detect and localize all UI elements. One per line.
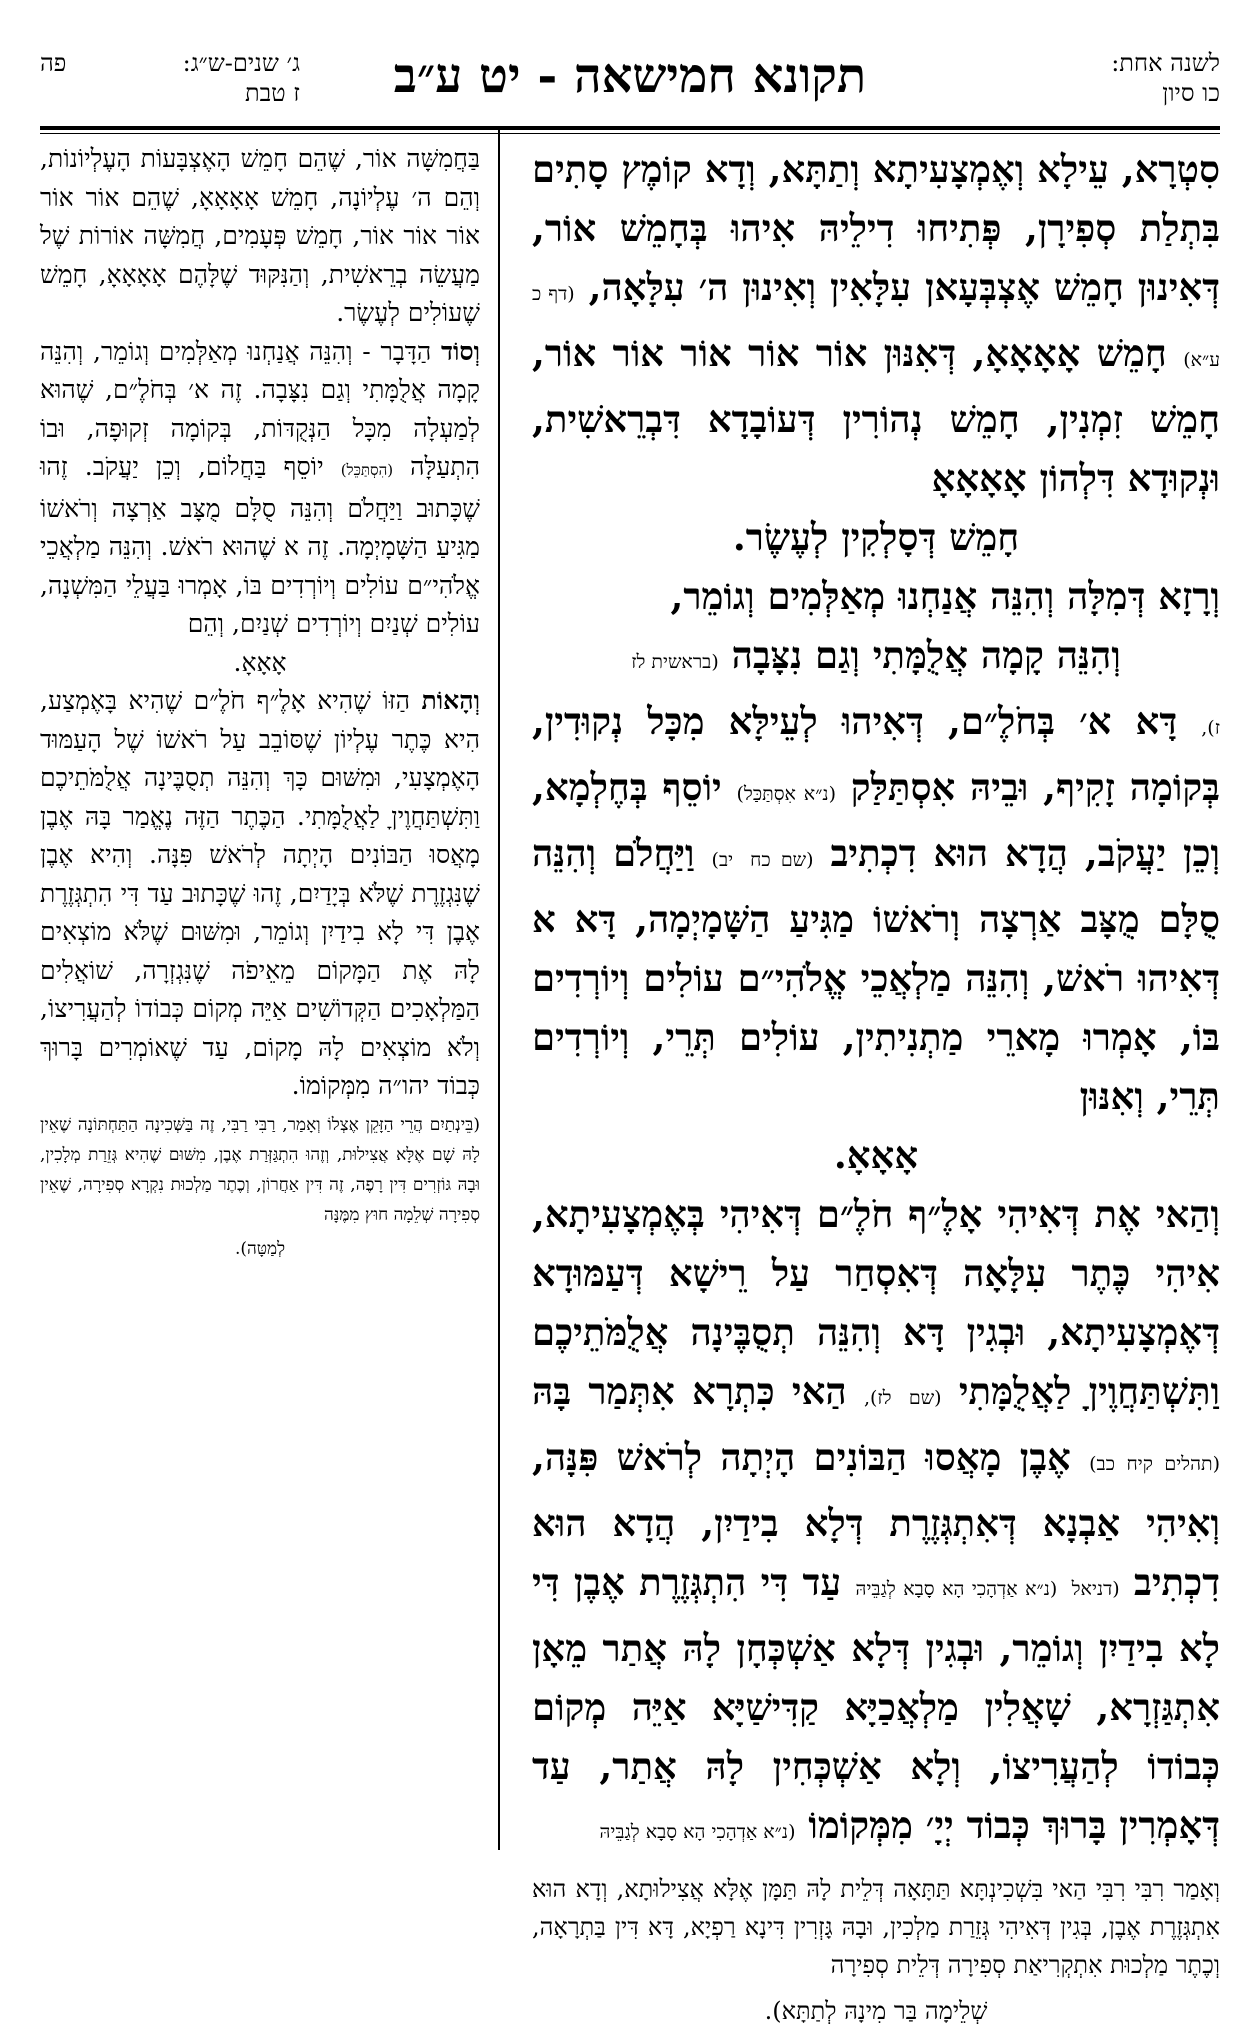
- main-paragraph-1: [532, 140, 1220, 508]
- translation-note-end: לְמַטָּה).: [234, 1238, 286, 1259]
- source-reference: (שם: [908, 1387, 942, 1409]
- source-reference: (נ״א אַדְהָכִי הָא סָבָא לְגַבֵּיהּ: [855, 1578, 1058, 1600]
- page-title: תקונא חמישאה - יט ע״ב: [393, 48, 867, 104]
- paragraph-lead-word: וְסוֹד: [440, 336, 481, 366]
- main-paragraph-1-end: חָמֵשׁ דְּסָלְקִין לְעֶשֶׂר.: [732, 515, 1020, 559]
- schedule-label-three-years: ג׳ שנים-ש״ג:: [182, 49, 300, 77]
- paragraph-lead-word: וְהָאוֹת: [421, 686, 480, 715]
- source-reference: (דף כ ע״א): [532, 283, 1220, 371]
- translation-paragraph-1: בַּחֲמִשָּׁה אוֹר, שֶׁהֵם חָמֵשׁ הָאֶצְבָּעוֹת הָעֶלְיוֹנוֹת, וְהֵם ה׳ עֶלְיוֹנָה, חָמֵשׁ אָאָאָאָ, שֶׁהֵם אוֹר אוֹר אוֹר אוֹר אוֹר, חָמֵשׁ פְּעָמִים, חֲמִשָּׁה אוֹרוֹת שֶׁל מַעֲשֵׂה בְרֵאשִׁית, וְהַנִּקּוּד שֶׁלָּהֶם אָאָאָאָ, חָמֵשׁ שֶׁעוֹלִים לְעֶשֶׂר.: [40, 144, 480, 327]
- header-rule-thin: [40, 133, 1220, 134]
- schedule-label-one-year: לשנה אחת:: [1111, 49, 1220, 77]
- variant-reading: (הִסְתַּכֵּל): [340, 461, 394, 479]
- variant-reading: (נ״א אַדְהָכִי הָא סָבָא לְגַבֵּיהּ: [599, 1821, 796, 1843]
- page-header: [40, 38, 1220, 130]
- main-paragraph-5: [532, 1185, 1220, 1862]
- main-paragraph-3: [532, 692, 1220, 1126]
- source-reference: (שם כח: [750, 849, 814, 871]
- page-number: פה: [40, 49, 67, 77]
- column-divider: [498, 130, 500, 1850]
- main-text-span: חָמֵשׁ אָאָאָאָ, דְּאִנּוּן אוֹר אוֹר אוֹר אוֹר אוֹר, חָמֵשׁ זִמְנִין, חָמֵשׁ נְהוֹרִין דְּעוֹבָדָא דִּבְרֵאשִׁית, וּנְקוּדָא דִּלְהוֹן אָאָאָאָ: [532, 331, 1220, 500]
- variant-reading: (נ״א אִסְתַּכַּל): [736, 783, 837, 805]
- translation-paragraph-3: [40, 682, 480, 1106]
- header-rule: [40, 126, 1220, 130]
- source-reference: (דניאל: [1071, 1578, 1120, 1600]
- schedule-date-one-year: כו סיון: [1162, 79, 1220, 107]
- translation-note: (בֵּינְתַיִם הֲרֵי הַזָּקֵן אֶצְלוֹ וְאָמַר, רַבִּי רַבִּי, זֶה בַּשְּׁכִינָה הַתַּחְתּוֹנָה שֶׁאֵין לָהּ שָׁם אֶלָּא אֲצִילוּת, וְזֶהוּ הִתְגַּזְּרַת אֶבֶן, מִשּׁוּם שֶׁהִיא גְּזֵרַת מְלָכִין, וּבָהּ גּוֹזְרִים דִּין רָפֶה, זֶה דִּין אַחֲרוֹן, וְכֶתֶר מַלְכוּת נִקְרָא סְפִירָה, שֶׁאֵין סְפִירָה שְׁלֵמָה חוּץ מִמֶּנָּה: [40, 1114, 480, 1225]
- study-schedule-three-years: [40, 48, 300, 108]
- source-reference: יב): [711, 849, 734, 871]
- main-lower-note-end: שְׁלֵימָה בַּר מִינָהּ לְתַתָּא).: [764, 1997, 988, 2025]
- source-reference: לז),: [863, 1387, 892, 1409]
- main-text-column: [532, 140, 1221, 2025]
- main-text-span: יוֹסֵף בְּחֶלְמָא, וְכֵן יַעֲקֹב, הֲדָא הוּא דִכְתִיב: [532, 765, 1221, 875]
- main-paragraph-4-end: אָאָאָ.: [833, 1133, 919, 1177]
- main-text-span: בְּאֶמְצָעִיתָא, אִיהִי כֶּתֶר עִלָּאָה דְּאִסְחַר עַל רֵישָׁא דְּעַמּוּדָא דְּאֶמְצָעִיתָא, וּבְגִין דָּא וְהִנֵּה תְסֻבֶּינָה אֲלֻמֹּתֵיכֶם וַתִּשְׁתַּחֲוֶיןָ לַאֲלֻמָּתִי: [532, 1192, 1220, 1413]
- main-paragraph-2: [532, 567, 1220, 626]
- translation-text-span: הַדָּבָר - וְהִנֵּה אֲנַחְנוּ מְאַלְּמִים וְגוֹמֵר, וְהִנֵּה קָמָה אֲלֻמָּתִי וְגַם נִצָּבָה. זֶה א׳ בְּחֹלֶ״ם, שֶׁהוּא לְמַעְלָה מִכָּל הַנְּקֻדּוֹת, בְּקוֹמָה זְקוּפָה, וּבוֹ הִתְעַלָּה: [40, 336, 480, 481]
- translation-paragraph-2-end: אָאָאָ.: [233, 647, 287, 677]
- translation-paragraph-2: [40, 333, 480, 644]
- source-reference: (בראשית לז: [631, 651, 719, 673]
- source-reference: (תהלים קיח כב): [1089, 1453, 1220, 1475]
- main-text-span: סִטְרָא, עֵילָא וְאֶמְצָעִיתָא וְתַתָּא, וְדָא קוֹמֶץ סָתִים בִּתְלַת סְפִירָן, פְּתִיחוּ דִילֵיהּ אִיהוּ בְּחָמֵשׁ אוֹר, דְּאִינוּן חָמֵשׁ אֶצְבְּעָאן עִלָּאִין וְאִינוּן ה׳ עִלָּאָה,: [532, 147, 1220, 309]
- main-text-span: הַאי כִּתְרָא אִתְּמַר בָּהּ: [532, 1369, 847, 1413]
- source-reference: ז),: [1201, 717, 1220, 739]
- main-paragraph-2b: [532, 626, 1220, 692]
- translation-column: [40, 140, 480, 1850]
- schedule-date-three-years: ז טבת: [244, 79, 300, 107]
- main-text-span: וְהִנֵּה קָמָה אֲלֻמָּתִי וְגַם נִצָּבָה: [731, 633, 1121, 677]
- main-text-span: דָּא א׳ בְּחֹלֶ״ם, דְּאִיהוּ לְעֵילָּא מִכָּל נְקוּדִין, בְּקוֹמָה זָקִיף, וּבֵיהּ אִסְתַּלַּק: [532, 699, 1221, 809]
- main-text-span: וְהַאי אֶת דְּאִיהִי אָלֶ״ף חֹלֶ״ם דְּאִיהִי: [719, 1192, 1220, 1236]
- translation-text-span: הַזּוֹ שֶׁהִיא אָלֶ״ף חֹלֶ״ם שֶׁהִיא בָּאֶמְצַע, הִיא כֶּתֶר עֶלְיוֹן שֶׁסּוֹבֵב עַל רֹאשׁוֹ שֶׁל הָעַמּוּד הָאֶמְצָעִי, וּמִשּׁוּם כָּךְ וְהִנֵּה תְסֻבֶּינָה אֲלֻמֹּתֵיכֶם וַתִּשְׁתַּחֲוֶיןָ לַאֲלֻמָּתִי. הַכֶּתֶר הַזֶּה נֶאֱמַר בָּהּ אֶבֶן מָאֲסוּ הַבּוֹנִים הָיְתָה לְרֹאשׁ פִּנָּה. וְהִיא אֶבֶן שֶׁנִּגְזֶרֶת שֶׁלֹּא בְּיָדַיִם, זֶהוּ שֶׁכָּתוּב עַד דִּי הִתְגְּזֶרֶת אֶבֶן דִּי לָא בִידַיִן וְגוֹמֵר, וּמִשּׁוּם שֶׁלֹּא מוֹצְאִים לָהּ אֶת הַמָּקוֹם מֵאֵיפֹה שֶׁנִּגְזְרָה, שׁוֹאֲלִים הַמַּלְאָכִים הַקְּדוֹשִׁים אַיֵּה מְקוֹם כְּבוֹדוֹ לְהַעֲרִיצוֹ, וְלֹא מוֹצְאִים לָהּ מָקוֹם, עַד שֶׁאוֹמְרִים בָּרוּךְ כְּבוֹד יהו״ה מִמְּקוֹמוֹ.: [40, 686, 480, 1100]
- main-lower-note: וְאָמַר רִבִּי רִבִּי הַאי בִּשְׁכִינְתָּא תַּתָּאָה דְּלֵית לָהּ תַּמָּן אֶלָּא אֲצִילוּתָא, וְדָא הוּא אִתְגְּזֶרֶת אֶבֶן, בְּגִין דְּאִיהִי גְּזֵרַת מַלְכִין, וּבָהּ גָּזְרִין דִּינָא רַפְיָא, דָּא דִּין בַּתְרָאָה, וְכֶתֶר מַלְכוּת אִתְקְרִיאַת סְפִירָה דְּלֵית סְפִירָה: [532, 1875, 1220, 1979]
- main-text-span: וְרָזָא דְּמִלָּה וְהִנֵּה אֲנַחְנוּ מְאַלְּמִים וְגוֹמֵר,: [670, 574, 1220, 618]
- main-text-span: וַיַּחֲלֹם וְהִנֵּה סֻלָּם מֻצָּב אַרְצָה וְרֹאשׁוֹ מַגִּיעַ הַשָּׁמָיְמָה, דָּא א דְּאִיהוּ רֹאשׁ, וְהִנֵּה מַלְאֲכֵי אֱלֹהִי״ם עוֹלִים וְיוֹרְדִים בּוֹ, אָמְרוּ מָארֵי מַתְנִיתִין, עוֹלִים תְּרֵי, וְיוֹרְדִים תְּרֵי, וְאִנּוּן: [532, 831, 1220, 1118]
- translation-text-span: יוֹסֵף בַּחֲלוֹם, וְכֵן יַעֲקֹב. זֶהוּ שֶׁכָּתוּב וַיַּחֲלֹם וְהִנֵּה סֻלָּם מֻצָּב אַרְצָה וְרֹאשׁוֹ מַגִּיעַ הַשָּׁמָיְמָה. זֶה א שֶׁהוּא רֹאשׁ. וְהִנֵּה מַלְאֲכֵי אֱלֹהִי״ם עוֹלִים וְיוֹרְדִים בּוֹ, אָמְרוּ בַּעֲלֵי הַמִּשְׁנָה, עוֹלִים שְׁנַיִם וְיוֹרְדִים שְׁנַיִם, וְהֵם: [40, 452, 480, 638]
- main-text-span: עַד דִּי הִתְגְּזֶרֶת אֶבֶן דִּי לָא בִידַיִן וְגוֹמֵר, וּבְגִין דְּלָא אַשְׁכְּחָן לָהּ אֲתַר מֵאָן אִתְגַּזְרָא, שָׁאֲלִין מַלְאֲכַיָּא קַדִּישַׁיָּא אַיֵּה מְקוֹם כְּבוֹדוֹ לְהַעֲרִיצוֹ, וְלָא אַשְׁכְּחִין לָהּ אֲתַר, עַד דְּאָמְרִין בָּרוּךְ כְּבוֹד יְיָ׳ מִמְּקוֹמוֹ: [532, 1560, 1220, 1847]
- main-text-span: אֶבֶן מָאֲסוּ הַבּוֹנִים הָיְתָה לְרֹאשׁ פִּנָּה, וְאִיהִי אַבְנָא דְּאִתְגְּזֶרֶת דְּלָא בִידַיִן, הֲדָא הוּא דִכְתִיב: [532, 1435, 1220, 1604]
- study-schedule-one-year: [1010, 48, 1220, 108]
